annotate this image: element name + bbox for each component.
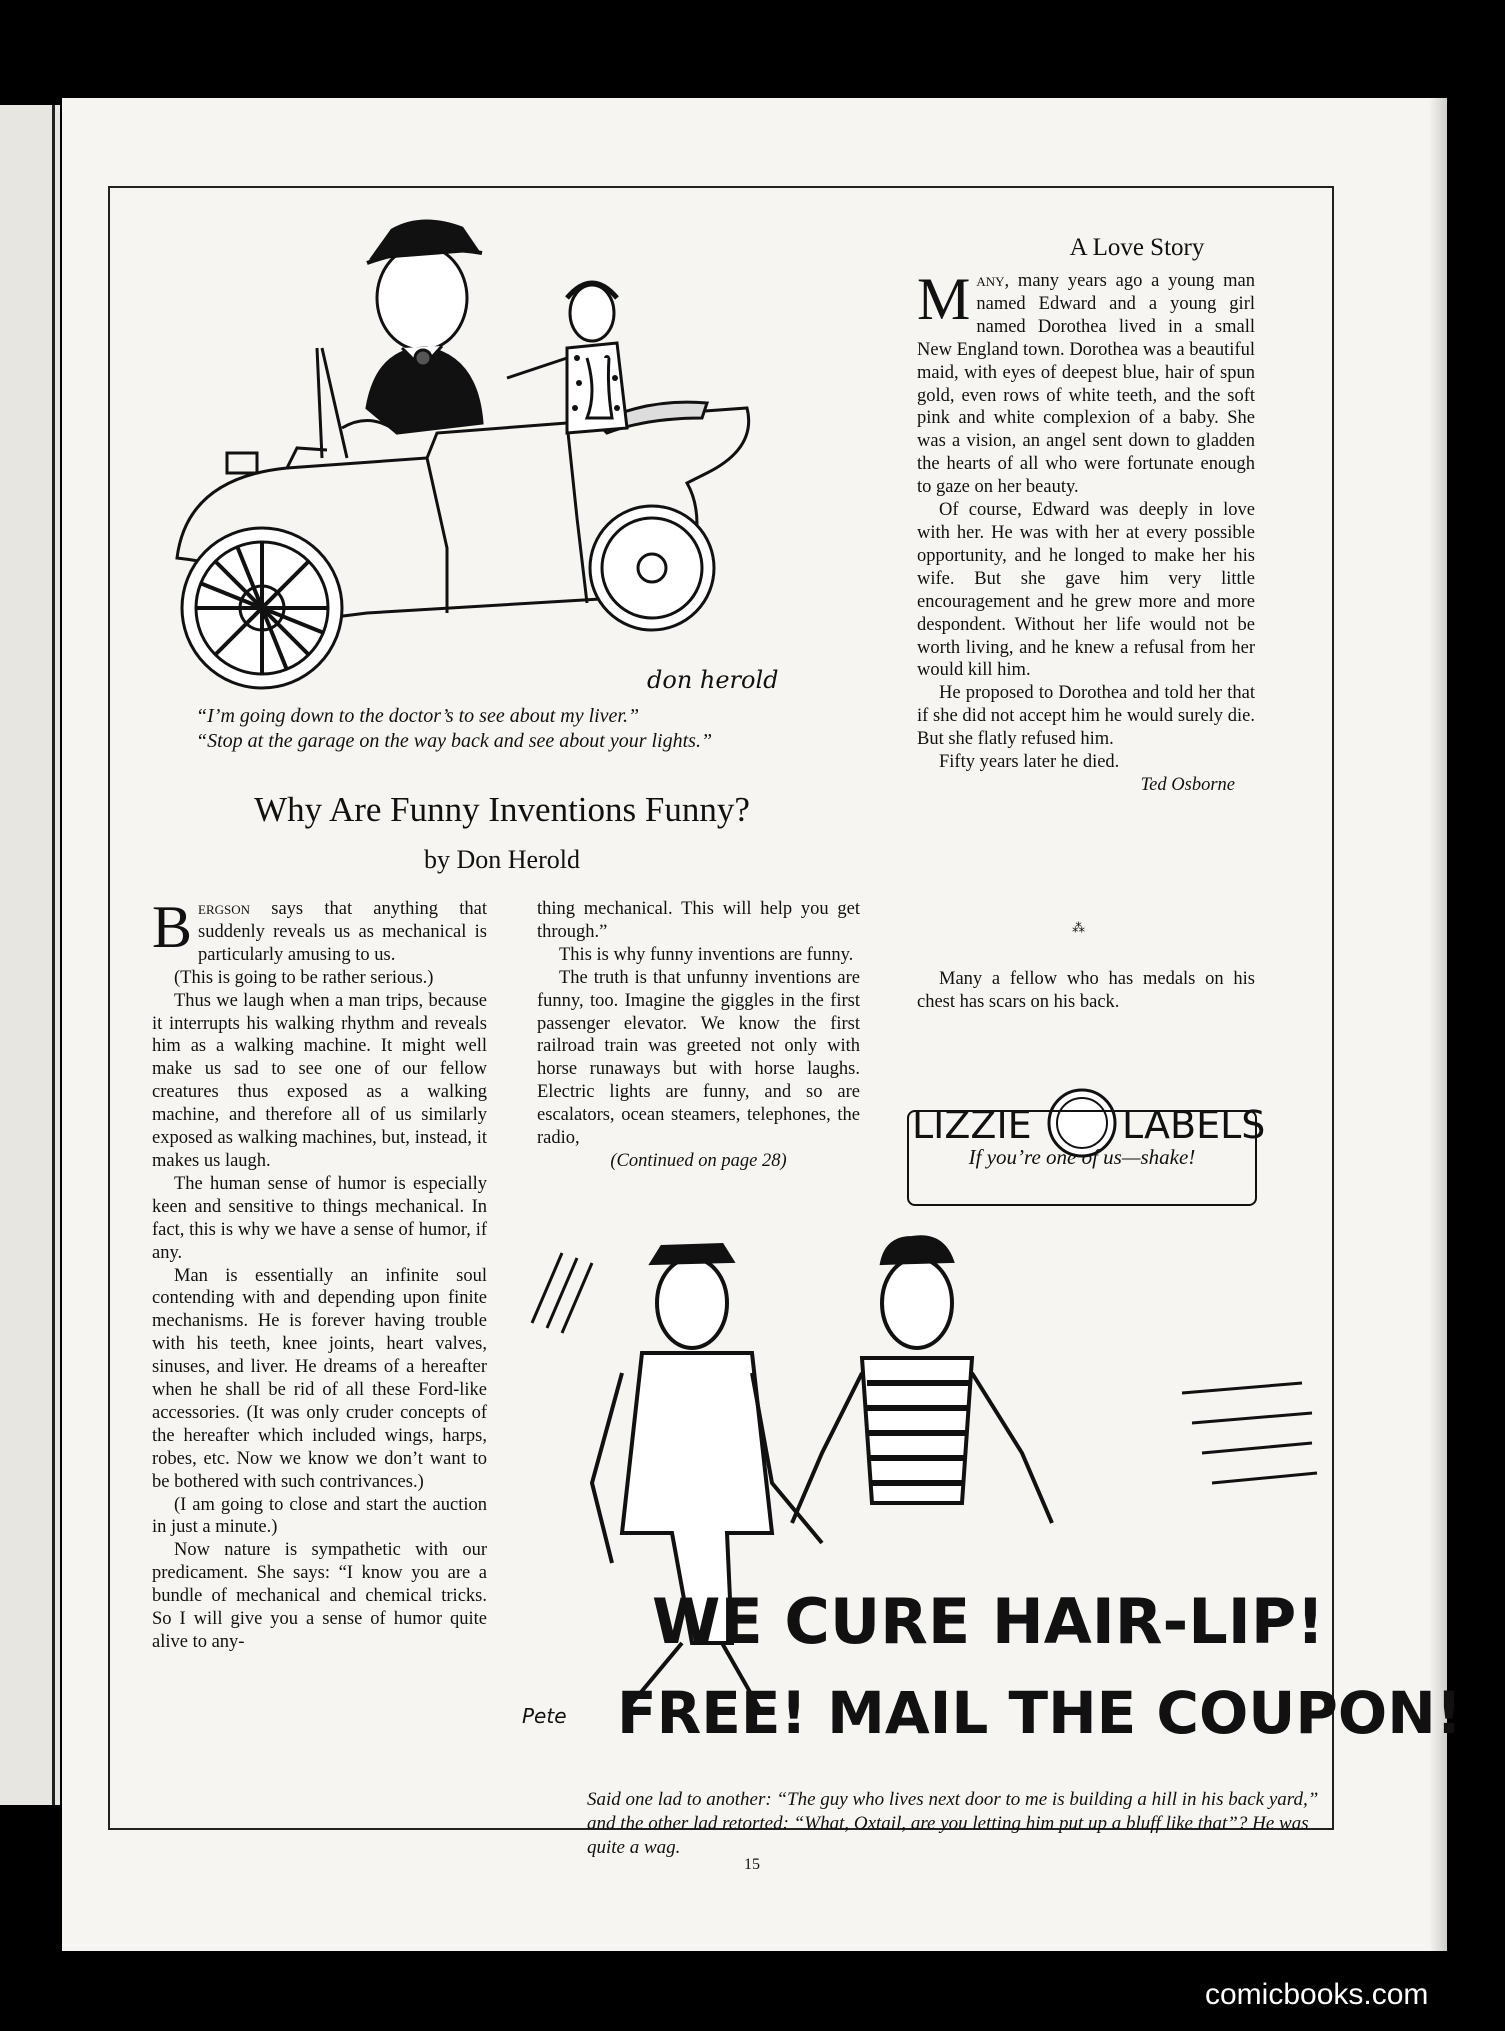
article-byline: by Don Herold <box>424 845 580 874</box>
love-story-paragraph-1 <box>917 266 1255 499</box>
cartoon2-headline-2: FREE! MAIL THE COUPON! <box>617 1679 1463 1747</box>
article-column-2 <box>537 898 860 1173</box>
separator-asterism: ⁂ <box>1072 920 1086 935</box>
love-story-title: A Love Story <box>1069 234 1205 261</box>
lizzie-labels-text: If you’re one of us—shake! <box>968 1145 1196 1169</box>
love-story-paragraph-4: Fifty years later he died. <box>939 752 1120 773</box>
quip-paragraph <box>917 968 1255 1014</box>
article-paragraph-10: The truth is that unfunny inventions are funny, too. Imagine the giggles in the first passenger elevator. We know the first railroad train was greeted not only with horse runaways but with horse laughs. Electric lights are funny, and so are escalators, ocean steamers, telephones, the radio, <box>537 967 860 1149</box>
love-story-paragraph-2: Of course, Edward was deeply in love with her. He was with her at every possible opportunity, and he longed to make her his wife. But she gave him very little encouragement and he grew more and more despondent. Without her life would not be worth living, and he knew a refusal from her would kill him. <box>917 500 1255 681</box>
cartoon1-caption <box>196 704 816 754</box>
paragraph-text: says that anything that suddenly reveals us as mechanical is particularly amusing to us. <box>198 899 487 965</box>
lizzie-labels-box <box>907 1110 1257 1206</box>
cartoon2-headline-1: WE CURE HAIR-LIP! <box>652 1585 1325 1658</box>
quip-text: Many a fellow who has medals on his chest has scars on his back. <box>917 969 1255 1012</box>
lead-word: any <box>976 271 1005 291</box>
article-column-1 <box>152 894 487 1654</box>
love-story-paragraph-3: He proposed to Dorothea and told her that if she did not accept him he would surely die. But she flatly refused him. <box>917 683 1255 750</box>
lizzie-label-right: LABELS <box>1122 1103 1266 1147</box>
hair-lip-cartoon-illustration <box>522 1233 1463 1773</box>
article-paragraph-7: Now nature is sympathetic with our predicament. She says: “I know you are a bundle of mechanical and chemical tricks. So I will give you a sense of humor quite alive to any- <box>152 1540 487 1652</box>
love-story-column <box>917 266 1255 797</box>
page-number: 15 <box>744 1856 760 1873</box>
previous-page-border <box>52 105 55 1805</box>
lead-word: ergson <box>198 899 251 919</box>
article-paragraph-3: Thus we laugh when a man trips, because it interrupts his walking rhythm and reveals him as a walking machine. It might well make us sad to see one of our fellow creatures thus exposed as a walking machine, and therefore all of us similarly exposed as walking machines, but, instead, it makes us laugh. <box>152 990 487 1171</box>
continued-note: (Continued on page 28) <box>610 1150 787 1171</box>
cartoon2-signature: Pete <box>522 1704 567 1728</box>
article-paragraph-9: This is why funny inventions are funny. <box>559 944 854 965</box>
article-title: Why Are Funny Inventions Funny? <box>254 790 750 829</box>
magazine-page <box>62 98 1463 1951</box>
article-paragraph-4: The human sense of humor is especially keen and sensitive to things mechanical. In fact, this is why we have a sense of humor, if any. <box>152 1173 487 1263</box>
article-paragraph-6: (I am going to close and start the auction in just a minute.) <box>152 1494 487 1538</box>
article-paragraph-5: Man is essentially an infinite soul contending with and depending upon finite mechanisms. He is forever having trouble with his teeth, knee joints, heart valves, sinuses, and liver. He dreams of a hereafter when he shall be rid of all these Ford-like accessories. (It was only cruder concepts of the hereafter which included wings, harps, robes, etc. Now we know we don’t want to be bothered with such contrivances.) <box>152 1265 487 1492</box>
caption-line-2: “Stop at the garage on the way back and see about your lights.” <box>196 730 713 752</box>
lizzie-label-left: LIZZIE <box>912 1103 1032 1147</box>
cartoon1-signature: don herold <box>647 666 779 694</box>
love-story-author: Ted Osborne <box>1140 774 1235 795</box>
car-cartoon-illustration <box>147 218 817 778</box>
watermark-text: comicbooks.com <box>1205 1978 1429 2011</box>
dropcap-m: M <box>917 266 971 332</box>
dropcap-b: B <box>152 894 193 960</box>
caption-line-1: “I’m going down to the doctor’s to see about my liver.” <box>196 705 640 727</box>
article-paragraph-2: (This is going to be rather serious.) <box>174 967 434 988</box>
paragraph-text: , many years ago a young man named Edward and a young girl named Dorothea lived in a small New England town. Dorothea was a beautiful maid, with eyes of deepest blue, hair of spun gold, even rows of white teeth, and the soft pink and white complexion of a baby. She was a vision, an angel sent down to gladden the hearts of all who were fortunate enough to gaze on her beauty. <box>917 271 1255 498</box>
article-paragraph-1 <box>152 894 487 967</box>
page-gutter-shadow <box>1429 98 1447 1951</box>
article-paragraph-8: thing mechanical. This will help you get through.” <box>537 899 860 942</box>
cartoon2-caption: Said one lad to another: “The guy who lives next door to me is building a hill in his back yard,” and the other lad retorted: “What, Oxtail, are you letting him put up a bluff like that”? He was quite a wag. <box>587 1789 1319 1858</box>
previous-page-edge <box>0 105 60 1805</box>
